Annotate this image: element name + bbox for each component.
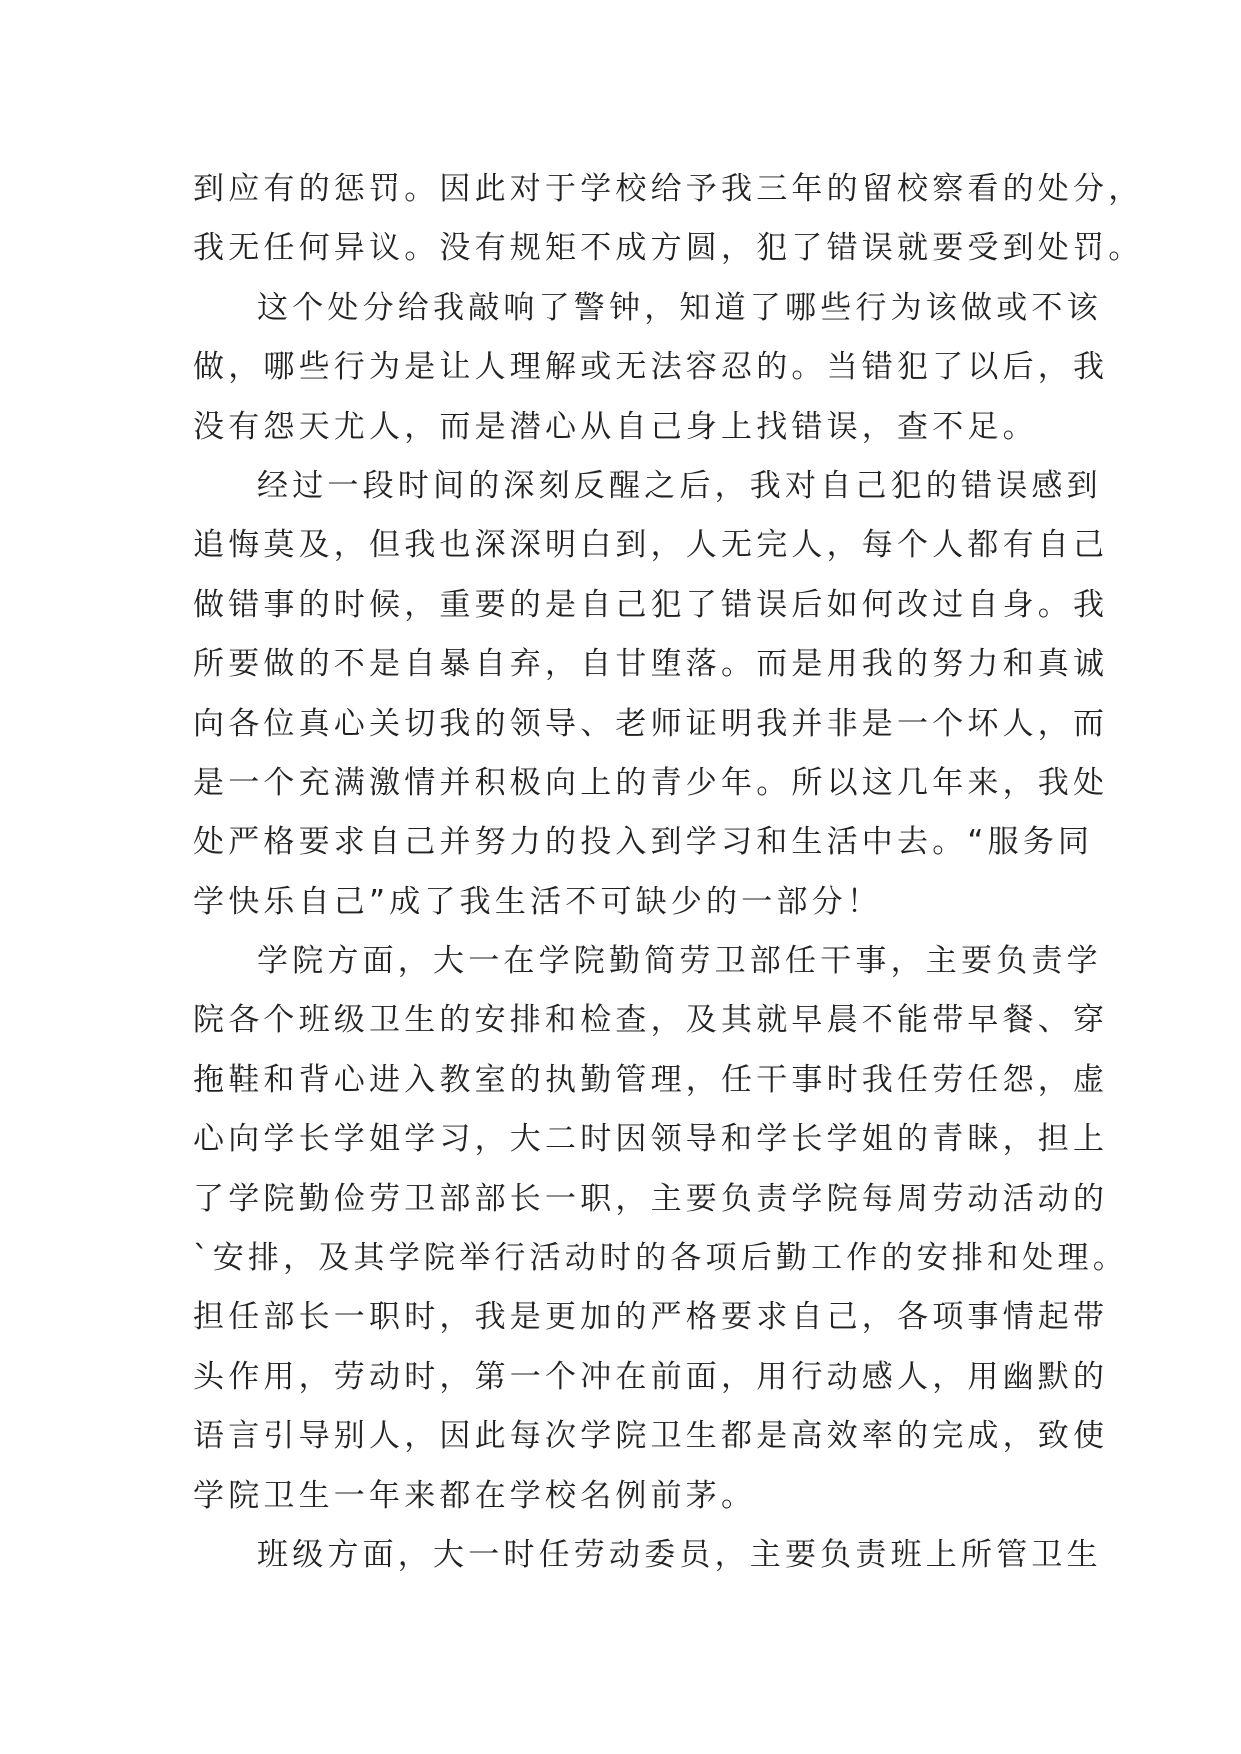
text-line: `安排，及其学院举行活动时的各项后勤工作的安排和处理。 [193,1240,1128,1277]
text-line: 我无任何异议。没有规矩不成方圆，犯了错误就要受到处罚。 [193,230,1144,267]
text-line: 处严格要求自己并努力的投入到学习和生活中去。“服务同 [193,824,1094,861]
text-line: 没有怨天尤人，而是潜心从自己身上找错误，查不足。 [193,408,1038,445]
paragraph-first-line: 这个处分给我敲响了警钟，知道了哪些行为该做或不该 [257,289,1102,326]
text-line: 追悔莫及，但我也深深明白到，人无完人，每个人都有自己 [193,527,1109,564]
body-text [193,160,1144,1585]
text-line: 学快乐自己”成了我生活不可缺少的一部分！ [193,883,883,920]
text-line: 语言引导别人，因此每次学院卫生都是高效率的完成，致使 [193,1418,1109,1455]
text-line: 担任部长一职时，我是更加的严格要求自己，各项事情起带 [193,1299,1109,1336]
text-line: 做，哪些行为是让人理解或无法容忍的。当错犯了以后，我 [193,349,1109,386]
text-line: 心向学长学姐学习，大二时因领导和学长学姐的青睐，担上 [193,1121,1109,1158]
text-line: 做错事的时候，重要的是自己犯了错误后如何改过自身。我 [193,586,1109,623]
text-line: 是一个充满激情并积极向上的青少年。所以这几年来，我处 [193,764,1109,801]
text-line: 院各个班级卫生的安排和检查，及其就早晨不能带早餐、穿 [193,1002,1109,1039]
paragraph-first-line: 学院方面，大一在学院勤简劳卫部任干事，主要负责学 [257,943,1102,980]
text-line: 了学院勤俭劳卫部部长一职，主要负责学院每周劳动活动的 [193,1180,1109,1217]
text-line: 头作用，劳动时，第一个冲在前面，用行动感人，用幽默的 [193,1358,1109,1395]
text-line: 所要做的不是自暴自弃，自甘堕落。而是用我的努力和真诚 [193,646,1109,683]
paragraph-first-line: 班级方面，大一时任劳动委员，主要负责班上所管卫生 [257,1536,1102,1573]
text-line: 学院卫生一年来都在学校名例前茅。 [193,1477,757,1514]
text-line: 向各位真心关切我的领导、老师证明我并非是一个坏人，而 [193,705,1109,742]
text-line: 到应有的惩罚。因此对于学校给予我三年的留校察看的处分， [193,171,1144,207]
paragraph-first-line: 经过一段时间的深刻反醒之后，我对自己犯的错误感到 [257,467,1102,504]
text-line: 拖鞋和背心进入教室的执勤管理，任干事时我任劳任怨，虚 [193,1061,1109,1098]
